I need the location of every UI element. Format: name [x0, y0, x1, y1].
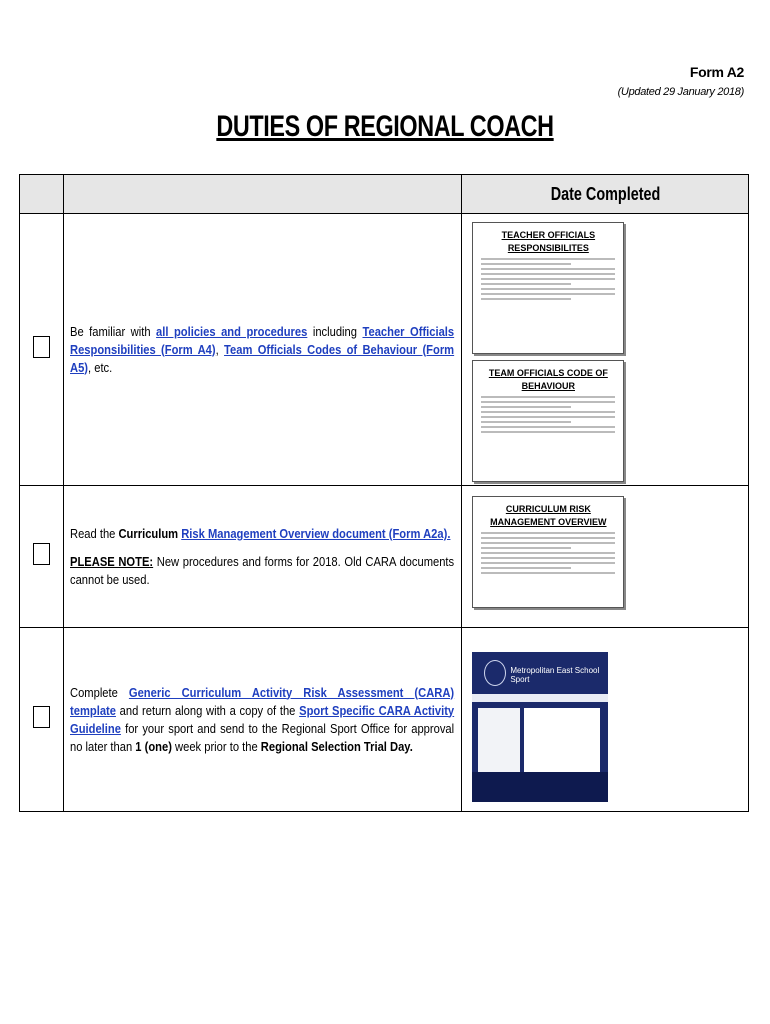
row-3-text: Complete Generic Curriculum Activity Risk Assessment (CARA) template and return along with a copy of the Sport Specific CARA Activity Guideline for your sport and send to the Regional Sport Office for approval no later than 1 (one) week prior to the Regional Selection Trial Day. [64, 628, 462, 812]
table-row [20, 628, 749, 812]
row-2-checkbox[interactable] [33, 543, 50, 565]
school-sport-website-thumbnail: Metropolitan East School Sport [472, 634, 608, 802]
form-id: Form A2 [689, 64, 744, 80]
table-header-row [20, 175, 749, 214]
date-completed-header: Date Completed [462, 175, 749, 214]
crest-icon [484, 660, 506, 686]
team-officials-link[interactable]: Team Officials Codes of Behaviour (Form A5) [70, 341, 455, 375]
please-note-label: PLEASE NOTE: [70, 553, 154, 569]
all-policies-link[interactable]: all policies and procedures [156, 323, 308, 339]
table-row [20, 214, 749, 486]
row-2-text: Read the Curriculum Risk Management Overview document (Form A2a). PLEASE NOTE: New procedures and forms for 2018. Old CARA documents cannot be used. [64, 486, 462, 628]
cara-guideline-link[interactable]: Sport Specific CARA Activity Guideline [70, 702, 455, 736]
row-2-thumbnail [462, 486, 749, 628]
table-row [20, 486, 749, 628]
page-title: DUTIES OF REGIONAL COACH [216, 110, 554, 143]
updated-date: (Updated 29 January 2018) [617, 86, 744, 98]
risk-overview-thumbnail: CURRICULUM RISK MANAGEMENT OVERVIEW [472, 496, 624, 608]
row-3-thumbnail [462, 628, 749, 812]
duties-table [19, 174, 749, 812]
cara-template-link[interactable]: Generic Curriculum Activity Risk Assessment (CARA) template [70, 684, 455, 718]
row-3-checkbox[interactable] [33, 706, 50, 728]
team-officials-thumbnail: TEAM OFFICIALS CODE OF BEHAVIOUR [472, 360, 624, 482]
row-1-thumbnails [462, 214, 749, 486]
row-1-text: Be familiar with all policies and procedures including Teacher Officials Responsibilities (Form A4), Team Officials Codes of Behaviour (Form A5), etc. [64, 214, 462, 486]
teacher-officials-link[interactable]: Teacher Officials Responsibilities (Form A4) [70, 323, 455, 357]
header-blank-2 [64, 175, 462, 214]
header-blank-1 [20, 175, 64, 214]
risk-management-overview-link[interactable]: Risk Management Overview document (Form A2a). [181, 525, 451, 541]
row-1-checkbox[interactable] [33, 336, 50, 358]
teacher-officials-thumbnail: TEACHER OFFICIALS RESPONSIBILITES [472, 222, 624, 354]
